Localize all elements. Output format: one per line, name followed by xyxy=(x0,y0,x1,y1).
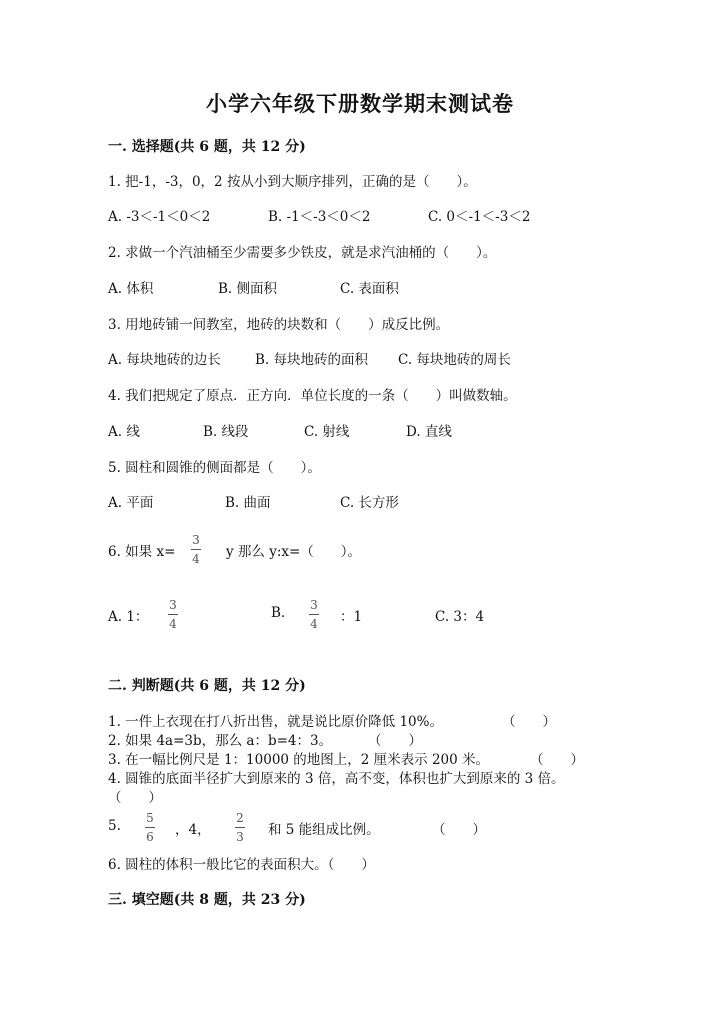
question-1: 1. 把-1，-3，0，2 按从小到大顺序排列，正确的是（ ）。 xyxy=(108,174,477,190)
fraction-denominator: 4 xyxy=(192,552,200,566)
judgement-5-prefix: 5. xyxy=(108,818,121,834)
question-2: 2. 求做一个汽油桶至少需要多少铁皮，就是求汽油桶的（ ）。 xyxy=(108,245,497,261)
fraction-numerator: 3 xyxy=(310,598,318,612)
fraction xyxy=(145,812,155,843)
answer-bracket: （ ） xyxy=(108,790,162,806)
judgement-1: 1. 一件上衣现在打八折出售，就是说比原价降低 10%。 xyxy=(108,714,443,730)
judgement-4: 4. 圆锥的底面半径扩大到原来的 3 倍，高不变，体积也扩大到原来的 3 倍。 xyxy=(108,771,565,787)
judgement-3: 3. 在一幅比例尺是 1：10000 的地图上，2 厘米表示 200 米。 xyxy=(108,752,490,768)
fraction-bar xyxy=(191,549,201,550)
option-c: C. 射线 xyxy=(304,424,350,440)
fraction-denominator: 3 xyxy=(236,830,244,844)
fraction xyxy=(309,599,319,630)
judgement-6: 6. 圆柱的体积一般比它的表面积大。（ ） xyxy=(108,857,375,873)
judgement-5-suffix: 和 5 能组成比例。 xyxy=(268,822,380,838)
option-c: C. 长方形 xyxy=(340,495,399,511)
option-b-prefix: B. xyxy=(271,605,286,621)
option-a-prefix: A. 1： xyxy=(108,609,149,625)
question-4: 4. 我们把规定了原点．正方向．单位长度的一条（ ）叫做数轴。 xyxy=(108,388,517,404)
fraction-denominator: 6 xyxy=(146,830,154,844)
fraction xyxy=(168,599,178,630)
section-heading-judgement: 二. 判断题(共 6 题，共 12 分) xyxy=(108,678,306,694)
fraction-numerator: 2 xyxy=(236,811,244,825)
option-a: A. -3＜-1＜0＜2 xyxy=(108,209,211,225)
option-d: D. 直线 xyxy=(406,424,452,440)
section-heading-fill: 三. 填空题(共 8 题，共 23 分) xyxy=(108,892,306,908)
option-b-suffix: ：1 xyxy=(340,609,363,625)
fraction xyxy=(235,812,245,843)
question-5: 5. 圆柱和圆锥的侧面都是（ ）。 xyxy=(108,460,321,476)
option-a: A. 线 xyxy=(108,424,140,440)
fraction-numerator: 3 xyxy=(169,598,177,612)
answer-bracket: （ ） xyxy=(368,733,422,749)
option-c: C. 表面积 xyxy=(340,281,399,297)
page-title: 小学六年级下册数学期末测试卷 xyxy=(206,91,514,116)
question-3: 3. 用地砖铺一间教室，地砖的块数和（ ）成反比例。 xyxy=(108,317,450,333)
option-a: A. 平面 xyxy=(108,495,154,511)
fraction-denominator: 4 xyxy=(169,617,177,631)
question-6-suffix: y 那么 y:x=（ ）。 xyxy=(226,544,362,560)
fraction-bar xyxy=(235,827,245,828)
answer-bracket: （ ） xyxy=(502,714,556,730)
fraction xyxy=(191,534,201,565)
judgement-5-mid: ，4， xyxy=(175,822,211,838)
option-a: A. 体积 xyxy=(108,281,154,297)
fraction-bar xyxy=(145,827,155,828)
option-c: C. 3：4 xyxy=(435,609,485,625)
fraction-denominator: 4 xyxy=(310,617,318,631)
option-b: B. 线段 xyxy=(203,424,249,440)
option-b: B. 曲面 xyxy=(225,495,271,511)
answer-bracket: （ ） xyxy=(530,752,584,768)
answer-bracket: （ ） xyxy=(432,822,486,838)
section-heading-choice: 一. 选择题(共 6 题，共 12 分) xyxy=(108,139,306,155)
fraction-bar xyxy=(168,614,178,615)
question-6-prefix: 6. 如果 x= xyxy=(108,544,176,560)
option-b: B. -1＜-3＜0＜2 xyxy=(268,209,371,225)
fraction-numerator: 3 xyxy=(192,533,200,547)
option-a: A. 每块地砖的边长 xyxy=(108,352,221,368)
option-b: B. 侧面积 xyxy=(218,281,278,297)
option-c: C. 每块地砖的周长 xyxy=(398,352,511,368)
judgement-2: 2. 如果 4a=3b，那么 a：b=4：3。 xyxy=(108,733,333,749)
fraction-numerator: 5 xyxy=(146,811,154,825)
fraction-bar xyxy=(309,614,319,615)
option-b: B. 每块地砖的面积 xyxy=(255,352,369,368)
option-c: C. 0＜-1＜-3＜2 xyxy=(428,209,531,225)
